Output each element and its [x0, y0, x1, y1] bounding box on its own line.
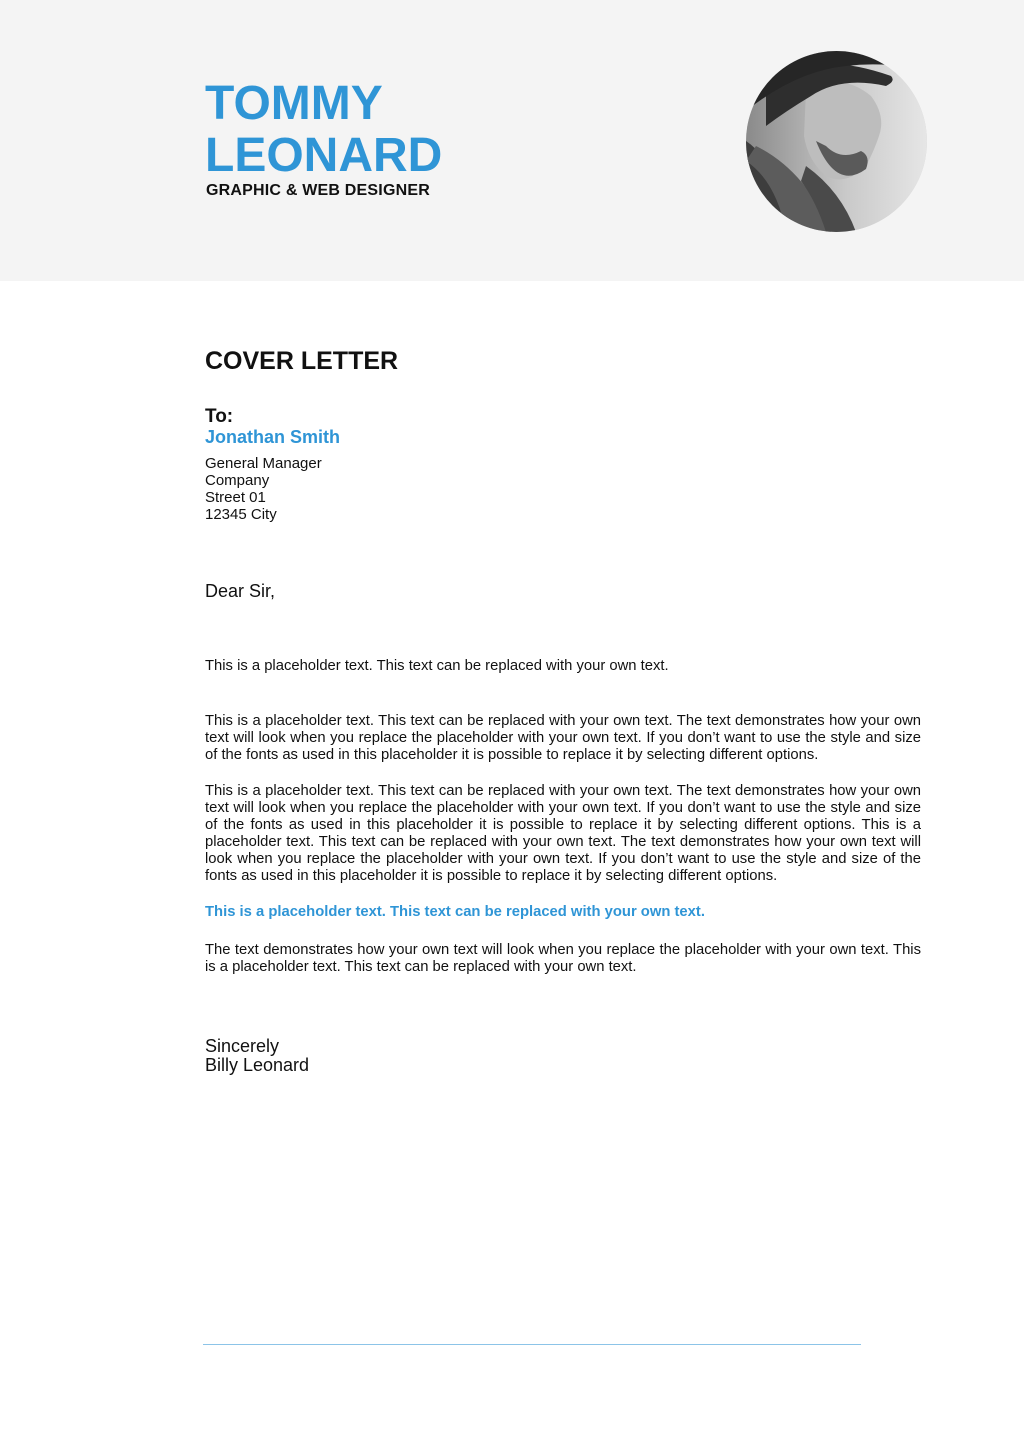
signature-name: Billy Leonard	[205, 1055, 310, 1075]
body-paragraph: This is a placeholder text. This text can be replaced with your own text. The text demonstrates how your own text will look when you replace the placeholder with your own text. If you don’t want to use the style and size of the fonts as used in this placeholder it is possible to replace it by selecting different options.	[205, 713, 921, 763]
body-paragraph: This is a placeholder text. This text can be replaced with your own text. The text demonstrates how your own text will look when you replace the placeholder with your own text. If you don’t want to use the style and size of the fonts as used in this placeholder it is possible to replace it by selecting different options. This is a placeholder text. This text can be replaced with your own text. The text demonstrates how your own text will look when you replace the placeholder with your own text. If you don’t want to use the style and size of the fonts as used in this placeholder it is possible to replace it by selecting different options.	[205, 783, 921, 884]
profile-photo-icon	[746, 51, 927, 232]
recipient-name: Jonathan Smith	[205, 427, 341, 447]
document-title: COVER LETTER	[205, 347, 399, 375]
footer-divider	[203, 1344, 861, 1345]
closing-phrase: Sincerely	[205, 1036, 280, 1056]
recipient-city: 12345 City	[205, 506, 277, 523]
applicant-name	[205, 78, 442, 182]
job-title: GRAPHIC & WEB DESIGNER	[206, 182, 430, 199]
salutation: Dear Sir,	[205, 581, 276, 601]
closing-block	[205, 1037, 309, 1075]
last-name: LEONARD	[205, 129, 443, 182]
recipient-address	[205, 455, 322, 523]
header-band	[0, 0, 1024, 281]
body-paragraph: This is a placeholder text. This text can be replaced with your own text.	[205, 658, 669, 674]
first-name: TOMMY	[205, 77, 383, 130]
to-label: To:	[205, 406, 234, 427]
highlight-paragraph: This is a placeholder text. This text can be replaced with your own text.	[205, 904, 705, 920]
body-paragraph: The text demonstrates how your own text will look when you replace the placeholder with your own text. This is a placeholder text. This text can be replaced with your own text.	[205, 942, 921, 975]
recipient-company: Company	[205, 472, 270, 489]
recipient-position: General Manager	[205, 455, 322, 472]
avatar	[746, 51, 927, 232]
recipient-street: Street 01	[205, 489, 266, 506]
